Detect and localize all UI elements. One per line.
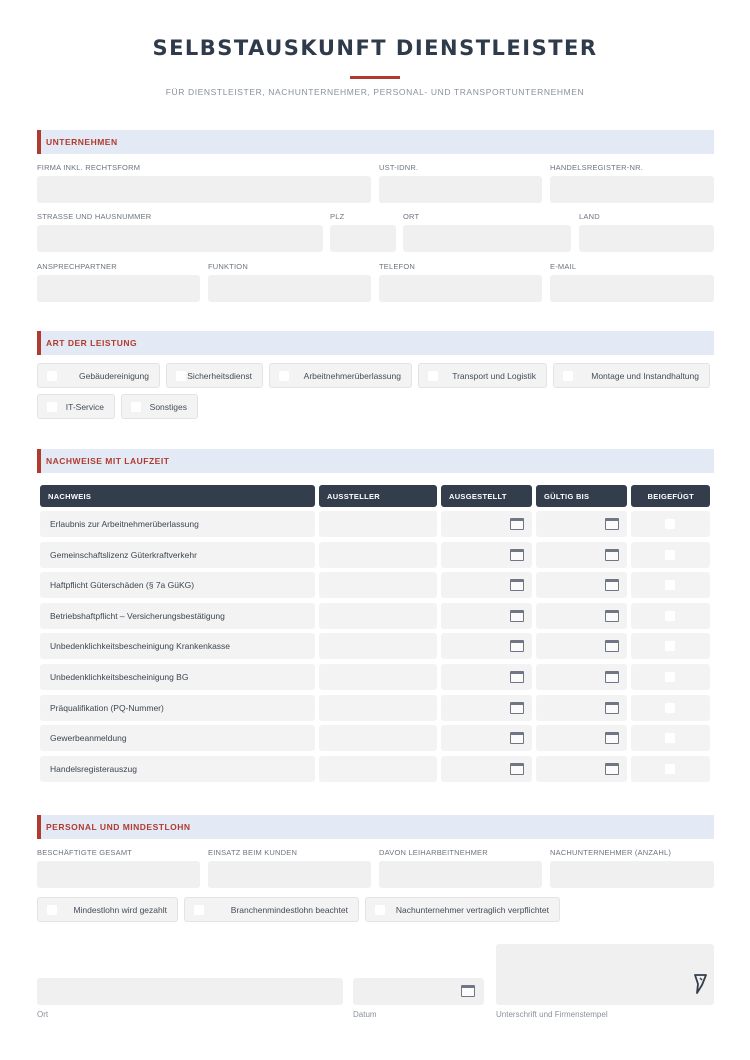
register-field[interactable] [550,176,714,203]
section-title: PERSONAL UND MINDESTLOHN [46,822,191,832]
attached-checkbox[interactable] [665,641,675,651]
gueltig-bis-field[interactable] [536,511,627,537]
row-label: Erlaubnis zur Arbeitnehmerüberlassung [50,519,199,529]
attached-checkbox[interactable] [665,580,675,590]
col-header-aussteller [319,485,437,507]
row-label: Gemeinschaftslizenz Güterkraftverkehr [50,549,197,560]
column-label: NACHWEIS [48,492,92,501]
section-header-services [37,331,714,355]
contact-field[interactable] [37,275,200,302]
signature-box[interactable] [496,944,714,1005]
checkbox[interactable] [47,402,57,412]
label-role: FUNKTION [208,262,248,271]
nachweis-cell [40,511,315,537]
column-label: GÜLTIG BIS [544,492,590,501]
service-option[interactable] [166,363,263,388]
aussteller-field[interactable] [319,572,437,598]
attached-checkbox[interactable] [665,519,675,529]
option-label: Sicherheitsdienst [187,371,252,381]
ausgestellt-field[interactable] [441,664,532,690]
calendar-icon[interactable] [605,579,619,591]
ausgestellt-field[interactable] [441,756,532,782]
label-city: ORT [403,212,420,221]
label-country: LAND [579,212,600,221]
service-option[interactable] [553,363,710,388]
calendar-icon[interactable] [461,985,475,997]
calendar-icon[interactable] [510,732,524,744]
service-option[interactable] [37,394,115,419]
beigefuegt-cell [631,511,710,537]
staff-total-field[interactable] [37,861,200,888]
ausgestellt-field[interactable] [441,725,532,751]
aussteller-field[interactable] [319,725,437,751]
nachweis-cell [40,756,315,782]
label-staff-subs: NACHUNTERNEHMER (ANZAHL) [550,848,672,857]
row-label: Betriebshaftpflicht – Versicherungsbestätigung [50,610,225,621]
wage-option[interactable] [184,897,359,922]
aussteller-field[interactable] [319,511,437,537]
column-label: AUSGESTELLT [449,492,507,501]
row-label: Unbedenklichkeitsbescheinigung BG [50,672,189,682]
checkbox[interactable] [375,905,385,915]
ausgestellt-field[interactable] [441,511,532,537]
calendar-icon[interactable] [510,640,524,652]
ausgestellt-field[interactable] [441,542,532,568]
calendar-icon[interactable] [605,671,619,683]
row-label: Gewerbeanmeldung [50,733,127,744]
section-title: ART DER LEISTUNG [46,338,138,348]
label-email: E-MAIL [550,262,577,271]
nachweis-cell [40,725,315,751]
aussteller-field[interactable] [319,603,437,629]
option-label: Arbeitnehmerüberlassung [303,371,401,381]
gueltig-bis-field[interactable] [536,633,627,659]
beigefuegt-cell [631,695,710,721]
col-header-beigefuegt [631,485,710,507]
street-field[interactable] [37,225,323,252]
gueltig-bis-field[interactable] [536,542,627,568]
aussteller-field[interactable] [319,756,437,782]
vat-field[interactable] [379,176,542,203]
nachweis-cell [40,633,315,659]
calendar-icon[interactable] [605,763,619,775]
aussteller-field[interactable] [319,695,437,721]
nachweis-cell [40,542,315,568]
gueltig-bis-field[interactable] [536,695,627,721]
calendar-icon[interactable] [605,640,619,652]
service-option[interactable] [269,363,412,388]
option-label: Nachunternehmer vertraglich verpflichtet [395,905,549,915]
attached-checkbox[interactable] [665,672,675,682]
checkbox[interactable] [428,371,438,381]
calendar-icon[interactable] [510,579,524,591]
label-vat: UST-IDNR. [379,163,419,172]
checkbox[interactable] [279,371,289,381]
beigefuegt-cell [631,756,710,782]
label-phone: TELEFON [379,262,415,271]
zip-field[interactable] [330,225,396,252]
label-place: Ort [37,1010,49,1019]
row-label: Unbedenklichkeitsbescheinigung Krankenkasse [50,641,231,652]
date-field[interactable] [353,978,484,1005]
option-label: Montage und Instandhaltung [591,371,699,381]
col-header-nachweis [40,485,315,507]
label-firm: FIRMA INKL. RECHTSFORM [37,163,141,172]
ausgestellt-field[interactable] [441,572,532,598]
phone-field[interactable] [379,275,542,302]
option-label: IT-Service [65,402,104,412]
staff-temp-field[interactable] [379,861,542,888]
beigefuegt-cell [631,603,710,629]
gueltig-bis-field[interactable] [536,572,627,598]
row-label: Haftpflicht Güterschäden (§ 7a GüKG) [50,580,195,591]
calendar-icon[interactable] [510,610,524,622]
wage-option[interactable] [37,897,178,922]
attached-checkbox[interactable] [665,611,675,621]
col-header-ausgestellt [441,485,532,507]
label-staff-temp: DAVON LEIHARBEITNEHMER [379,848,488,857]
section-header-certs [37,449,714,473]
calendar-icon[interactable] [510,702,524,714]
city-field[interactable] [403,225,571,252]
attached-checkbox[interactable] [665,550,675,560]
country-field[interactable] [579,225,714,252]
aussteller-field[interactable] [319,633,437,659]
label-signature: Unterschrift und Firmenstempel [496,1010,608,1019]
option-label: Sonstiges [149,402,187,412]
calendar-icon[interactable] [510,671,524,683]
nachweis-cell [40,664,315,690]
wage-option[interactable] [365,897,560,922]
gueltig-bis-field[interactable] [536,725,627,751]
label-register: HANDELSREGISTER-NR. [550,163,643,172]
row-label: Präqualifikation (PQ-Nummer) [50,702,164,713]
gueltig-bis-field[interactable] [536,664,627,690]
checkbox[interactable] [47,905,57,915]
service-option[interactable] [37,363,160,388]
label-contact: ANSPRECHPARTNER [37,262,117,271]
staff-at-client-field[interactable] [208,861,371,888]
option-label: Mindestlohn wird gezahlt [73,905,167,915]
calendar-icon[interactable] [510,763,524,775]
firm-field[interactable] [37,176,371,203]
ausgestellt-field[interactable] [441,695,532,721]
calendar-icon[interactable] [510,518,524,530]
aussteller-field[interactable] [319,664,437,690]
section-title: UNTERNEHMEN [46,137,118,147]
label-zip: PLZ [330,212,345,221]
email-field[interactable] [550,275,714,302]
checkbox[interactable] [176,371,186,381]
place-field[interactable] [37,978,343,1005]
title-divider [350,76,400,79]
section-header-staff [37,815,714,839]
column-label: BEIGEFÜGT [647,492,694,501]
section-title: NACHWEISE MIT LAUFZEIT [46,456,170,466]
calendar-icon[interactable] [605,610,619,622]
checkbox[interactable] [563,371,573,381]
attached-checkbox[interactable] [665,733,675,743]
gueltig-bis-field[interactable] [536,603,627,629]
ausgestellt-field[interactable] [441,603,532,629]
option-label: Branchenmindestlohn beachtet [230,905,348,915]
nachweis-cell [40,572,315,598]
calendar-icon[interactable] [605,549,619,561]
beigefuegt-cell [631,725,710,751]
calendar-icon[interactable] [605,518,619,530]
label-street: STRASSE UND HAUSNUMMER [37,212,152,221]
beigefuegt-cell [631,664,710,690]
label-date: Datum [353,1010,377,1019]
service-option[interactable] [121,394,198,419]
beigefuegt-cell [631,572,710,598]
staff-subs-field[interactable] [550,861,714,888]
label-staff-at-client: EINSATZ BEIM KUNDEN [208,848,298,857]
option-label: Gebäudereinigung [79,371,149,381]
nachweis-cell [40,603,315,629]
gueltig-bis-field[interactable] [536,756,627,782]
checkbox[interactable] [131,402,141,412]
aussteller-field[interactable] [319,542,437,568]
col-header-gueltig-bis [536,485,627,507]
row-label: Handelsregisterauszug [50,763,137,774]
checkbox[interactable] [47,371,57,381]
page-subtitle: FÜR DIENSTLEISTER, NACHUNTERNEHMER, PERSONAL- UND TRANSPORTUNTERNEHMEN [165,87,585,97]
nachweis-cell [40,695,315,721]
checkbox[interactable] [194,905,204,915]
ausgestellt-field[interactable] [441,633,532,659]
column-label: AUSSTELLER [327,492,381,501]
option-label: Transport und Logistik [452,371,536,381]
calendar-icon[interactable] [605,732,619,744]
role-field[interactable] [208,275,371,302]
service-option[interactable] [418,363,547,388]
beigefuegt-cell [631,542,710,568]
calendar-icon[interactable] [605,702,619,714]
calendar-icon[interactable] [510,549,524,561]
attached-checkbox[interactable] [665,764,675,774]
label-staff-total: BESCHÄFTIGTE GESAMT [37,848,133,857]
attached-checkbox[interactable] [665,703,675,713]
pen-icon [693,973,709,995]
section-header-company [37,130,714,154]
page-title: SELBSTAUSKUNFT DIENSTLEISTER [152,36,598,60]
beigefuegt-cell [631,633,710,659]
